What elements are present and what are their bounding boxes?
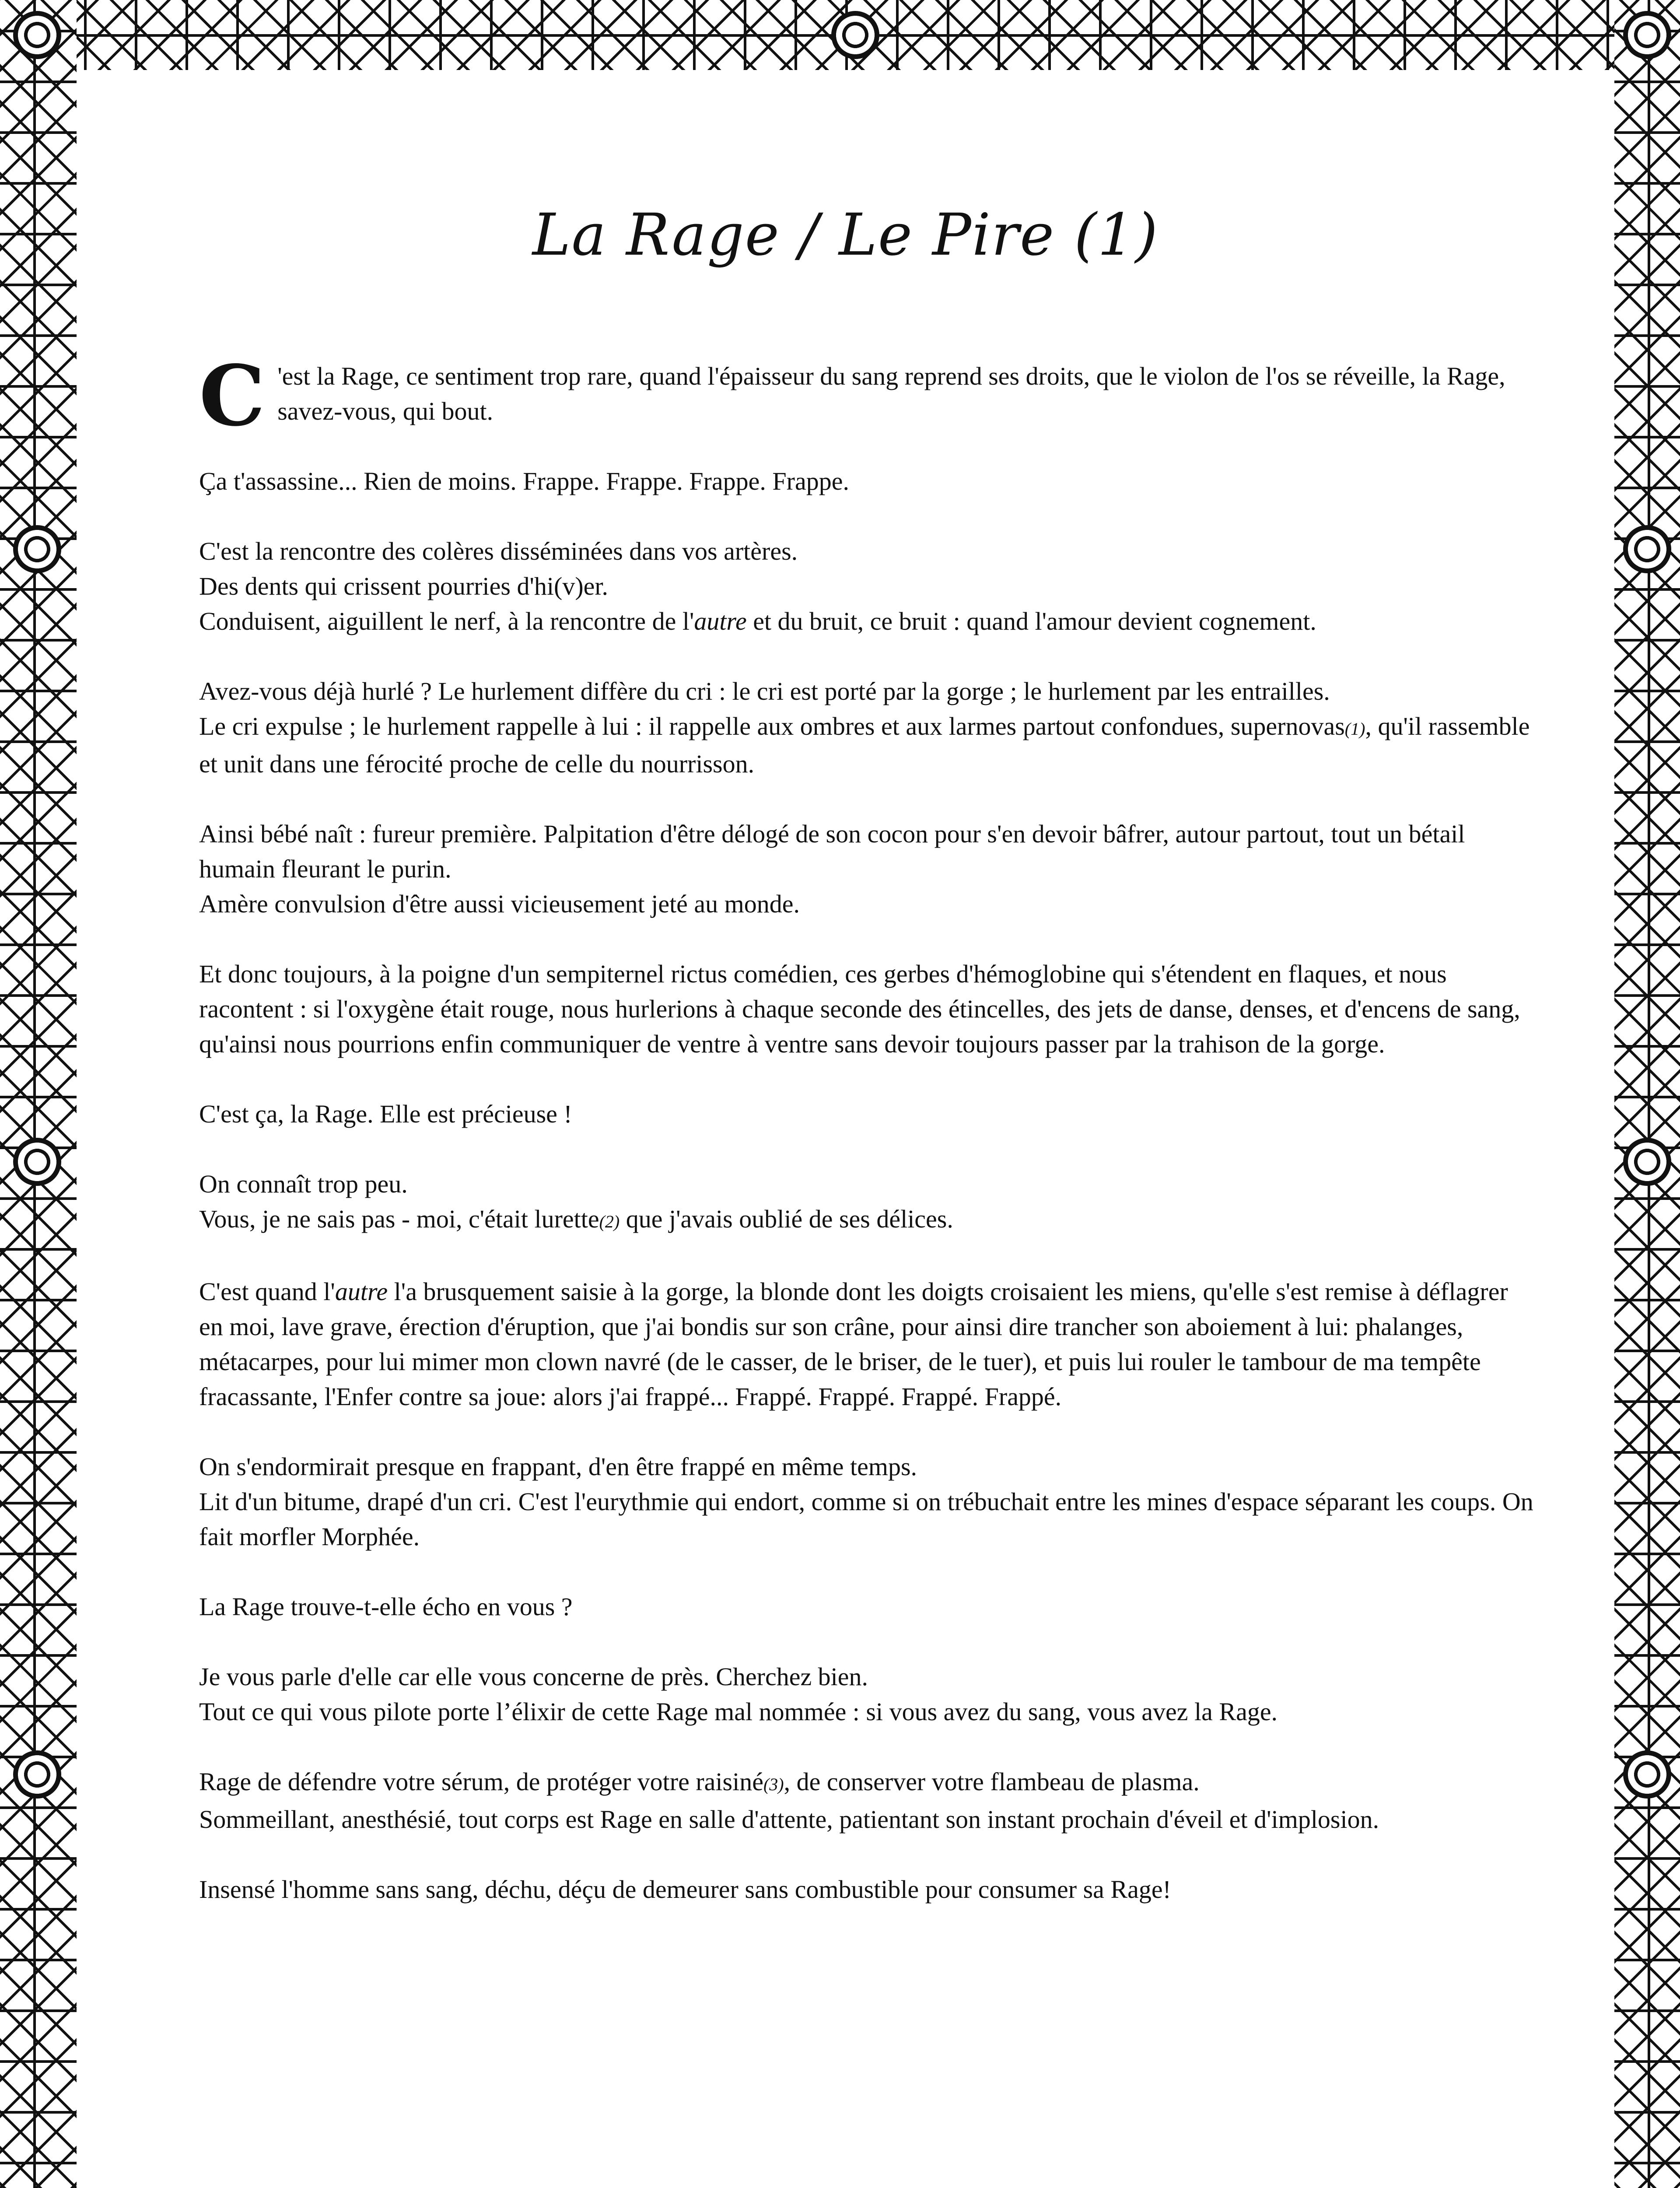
rosette-ornament-icon — [13, 1750, 61, 1799]
paragraph-7: C'est ça, la Rage. Elle est précieuse ! — [199, 1100, 572, 1128]
footnote-marker: (2) — [599, 1212, 620, 1231]
paragraph-11: La Rage trouve-t-elle écho en vous ? — [199, 1592, 573, 1621]
paragraph-5: Ainsi bébé naît : fureur première. Palpitation d'être délogé de son cocon pour s'en devoir bâfrer, autour partout, tout un bétail humain fleurant le purin. Amère convulsion d'être aussi vicieusement jeté au monde. — [199, 820, 1465, 918]
body-text — [199, 347, 1538, 1942]
footnote-marker: (3) — [763, 1774, 784, 1794]
paragraph-4: Avez-vous déjà hurlé ? Le hurlement diffère du cri : le cri est porté par la gorge ; le hurlement par les entrailles. Le cri expulse ; le hurlement rappelle à lui : il rappelle aux ombres et aux larmes partout confondues, supernovas(1), qu'il rassemble et unit dans une férocité proche de celle du nourrisson. — [199, 677, 1530, 778]
rosette-ornament-icon — [1623, 525, 1671, 573]
paragraph-14: Insensé l'homme sans sang, déchu, déçu de demeurer sans combustible pour consumer sa Rage! — [199, 1875, 1171, 1904]
rosette-ornament-icon — [831, 11, 879, 59]
rosette-ornament-icon — [13, 1138, 61, 1186]
paragraph-6: Et donc toujours, à la poigne d'un sempiternel rictus comédien, ces gerbes d'hémoglobine qui s'étendent en flaques, et nous racontent : si l'oxygène était rouge, nous hurlerions à chaque seconde des étincelles, des jets de danse, denses, et d'encens de sang, qu'ainsi nous pourrions enfin communiquer de ventre à ventre sans devoir toujours passer par la trahison de la gorge. — [199, 960, 1520, 1058]
ornamental-border-left — [0, 0, 77, 2188]
paragraph-9: C'est quand l'autre l'a brusquement saisie à la gorge, la blonde dont les doigts croisaient les miens, qu'elle s'est remise à déflagrer en moi, lave grave, érection d'éruption, que j'ai bondis sur son crâne, pour ainsi dire trancher son aboiement à lui: phalanges, métacarpes, pour lui mimer mon clown navré (de le casser, de le briser, de le tuer), et puis lui rouler le tambour de ma tempête fracassante, l'Enfer contre sa joue: alors j'ai frappé... Frappé. Frappé. Frappé. Frappé. — [199, 1277, 1508, 1411]
paragraph-8: On connaît trop peu. Vous, je ne sais pas - moi, c'était lurette(2) que j'avais oublié de ses délices. — [199, 1170, 953, 1233]
dropcap: C — [199, 347, 266, 445]
paragraph-10: On s'endormirait presque en frappant, d'en être frappé en même temps. Lit d'un bitume, drapé d'un cri. C'est l'eurythmie qui endort, comme si on trébuchait entre les mines d'espace séparant les coups. On fait morfler Morphée. — [199, 1452, 1533, 1551]
paragraph-13: Rage de défendre votre sérum, de protéger votre raisiné(3), de conserver votre flambeau de plasma. Sommeillant, anesthésié, tout corps est Rage en salle d'attente, patientant son instant prochain d'éveil et d'implosion. — [199, 1767, 1379, 1834]
rosette-ornament-icon — [1623, 1750, 1671, 1799]
rosette-ornament-icon — [1623, 11, 1671, 59]
page-panel — [77, 70, 1614, 2188]
paragraph-3: C'est la rencontre des colères disséminées dans vos artères. Des dents qui crissent pourries d'hi(v)er. Conduisent, aiguillent le nerf, à la rencontre de l'autre et du bruit, ce bruit : quand l'amour devient cognement. — [199, 537, 1316, 635]
paragraph-1: C 'est la Rage, ce sentiment trop rare, quand l'épaisseur du sang reprend ses droits, que le violon de l'os se réveille, la Rage, savez-vous, qui bout. — [199, 347, 1505, 445]
rosette-ornament-icon — [1623, 1138, 1671, 1186]
ornamental-border-right — [1614, 0, 1680, 2188]
paragraph-12: Je vous parle d'elle car elle vous concerne de près. Cherchez bien. Tout ce qui vous pilote porte l’élixir de cette Rage mal nommée : si vous avez du sang, vous avez la Rage. — [199, 1662, 1278, 1726]
page-title: La Rage / Le Pire (1) — [532, 201, 1159, 269]
paragraph-2: Ça t'assassine... Rien de moins. Frappe. Frappe. Frappe. Frappe. — [199, 467, 849, 495]
rosette-ornament-icon — [13, 11, 61, 59]
footnote-marker: (1) — [1344, 719, 1365, 739]
rosette-ornament-icon — [13, 525, 61, 573]
